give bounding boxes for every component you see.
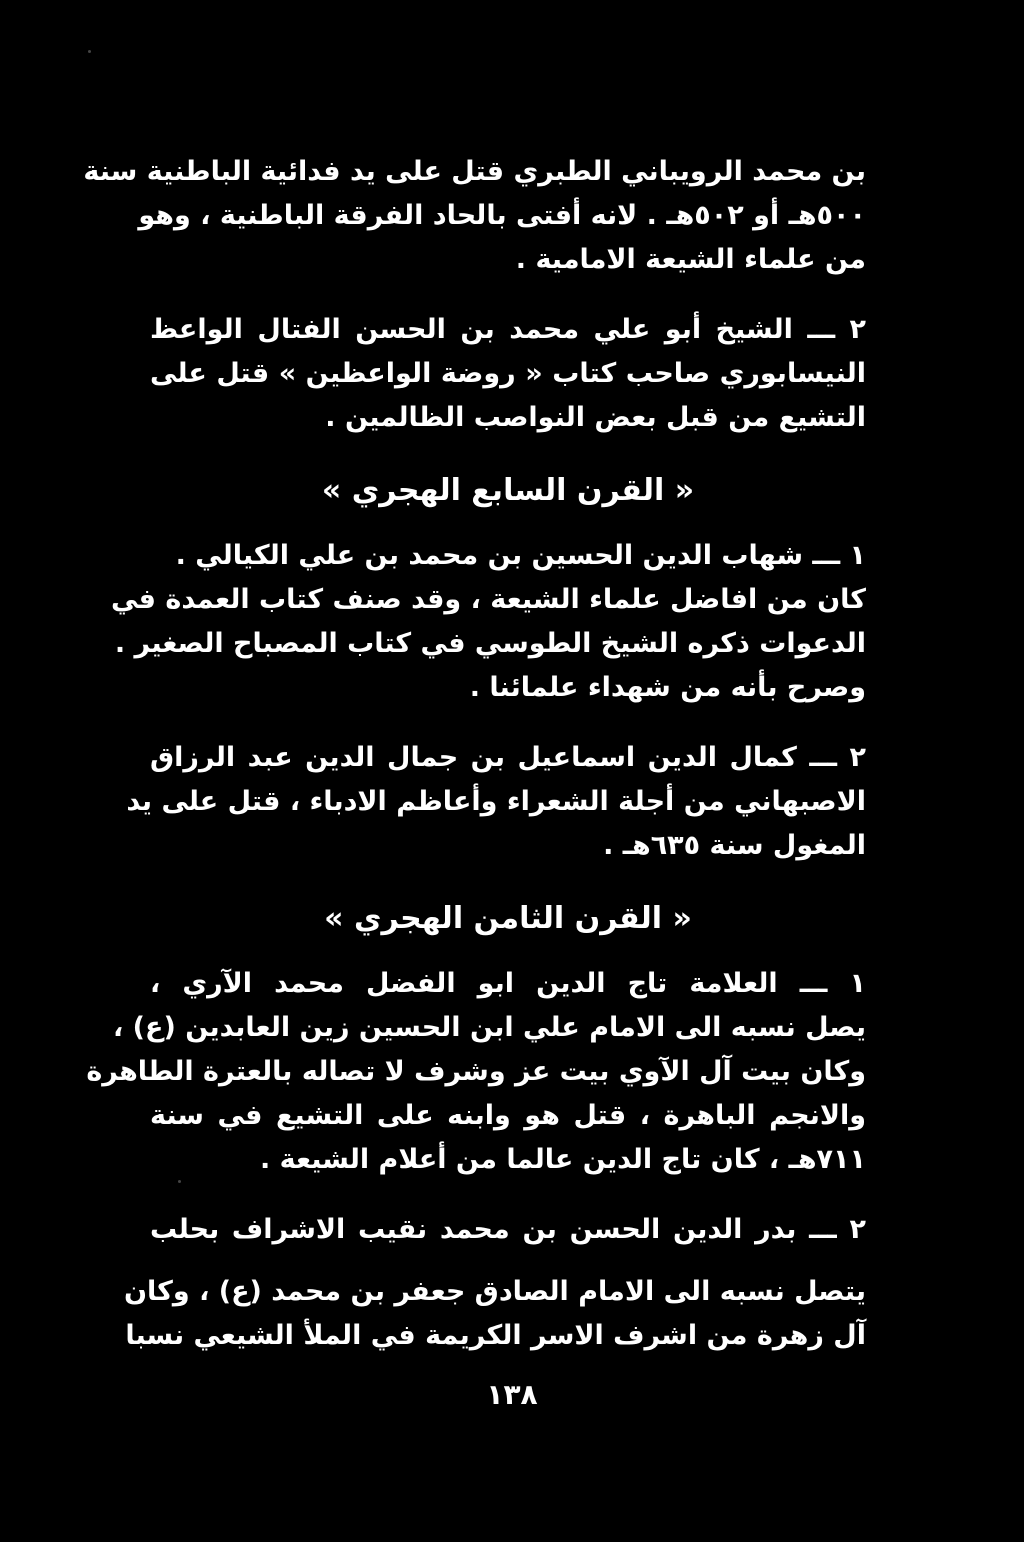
- text-line: ١ ـــ العلامة تاج الدين ابو الفضل محمد الآري ،: [150, 968, 866, 999]
- text-line: من علماء الشيعة الامامية .: [515, 244, 866, 275]
- text-line: الاصبهاني من أجلة الشعراء وأعاظم الادباء ، قتل على يد: [126, 786, 866, 817]
- text-line: ٥٠٠هـ أو ٥٠٢هـ . لانه أفتى بالحاد الفرقة الباطنية ، وهو: [138, 200, 866, 231]
- text-line: وكان بيت آل الآوي بيت عز وشرف لا تصاله بالعترة الطاهرة: [86, 1056, 866, 1087]
- paragraph-5: [86, 962, 866, 1182]
- section-heading-seventh-century: « القرن السابع الهجري »: [321, 473, 695, 508]
- text-line: والانجم الباهرة ، قتل هو وابنه على التشيع في سنة: [150, 1100, 866, 1131]
- document-page: [83, 150, 866, 1358]
- page-number: ١٣٨: [486, 1378, 538, 1411]
- paragraph-1: [83, 150, 866, 282]
- paragraph-3: [110, 534, 866, 710]
- text-line: يصل نسبه الى الامام علي ابن الحسين زين العابدين (ع) ،: [113, 1012, 866, 1043]
- text-line: يتصل نسبه الى الامام الصادق جعفر بن محمد (ع) ، وكان: [124, 1276, 866, 1307]
- paragraph-6: [124, 1208, 866, 1358]
- text-line: التشيع من قبل بعض النواصب الظالمين .: [325, 402, 866, 433]
- text-line: ٢ ـــ كمال الدين اسماعيل بن جمال الدين عبد الرزاق: [150, 742, 866, 773]
- paragraph-2: [150, 308, 866, 440]
- text-line: ١ ـــ شهاب الدين الحسين بن محمد بن علي الكيالي .: [175, 540, 866, 571]
- section-heading-eighth-century: « القرن الثامن الهجري »: [324, 901, 692, 936]
- scan-speck: [88, 50, 91, 53]
- text-line: ٢ ـــ بدر الدين الحسن بن محمد نقيب الاشراف بحلب: [150, 1214, 866, 1245]
- text-line: ٢ ـــ الشيخ أبو علي محمد بن الحسن الفتال الواعظ: [150, 314, 866, 345]
- text-line: ٧١١هـ ، كان تاج الدين عالما من أعلام الشيعة .: [259, 1144, 866, 1175]
- text-line: آل زهرة من اشرف الاسر الكريمة في الملأ الشيعي نسبا: [125, 1320, 866, 1351]
- text-line: الدعوات ذكره الشيخ الطوسي في كتاب المصباح الصغير .: [114, 628, 866, 659]
- text-line: بن محمد الرويباني الطبري قتل على يد فدائية الباطنية سنة: [83, 156, 866, 187]
- text-line: المغول سنة ٦٣٥هـ .: [603, 830, 866, 861]
- scan-speck: [178, 1180, 181, 1183]
- text-line: النيسابوري صاحب كتاب « روضة الواعظين » قتل على: [150, 358, 866, 389]
- text-line: كان من افاضل علماء الشيعة ، وقد صنف كتاب العمدة في: [110, 584, 866, 615]
- text-line: وصرح بأنه من شهداء علمائنا .: [469, 672, 866, 703]
- paragraph-4: [126, 736, 866, 868]
